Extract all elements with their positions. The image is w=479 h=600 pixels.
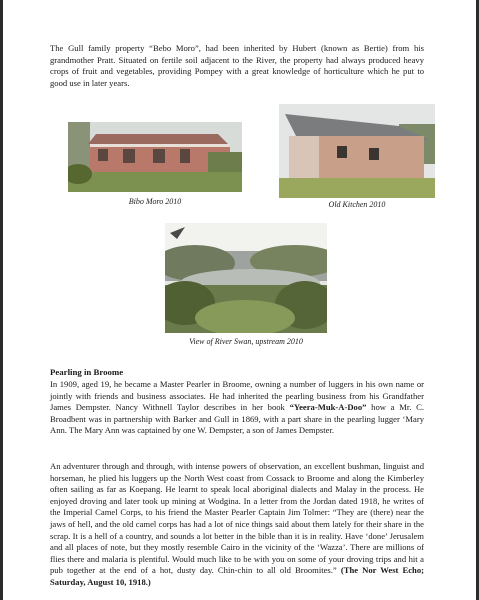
source-citation: (The Nor West Echo; Saturday, August 10, 1918.) <box>50 565 424 587</box>
adventurer-paragraph <box>50 461 424 589</box>
bibo-moro-photo <box>68 122 242 192</box>
river-swan-caption: View of River Swan, upstream 2010 <box>189 337 303 346</box>
pearling-text-part1: In 1909, aged 19, he became a Master Pearler in Broome, owning a number of luggers in his own name or jointly with friends and business associates. He had inherited the pearling business from his Grandfather James Dempster. Nancy Withnell Taylor describes in her book <box>50 379 424 413</box>
book-title: “Yeera-Muk-A-Doo” <box>289 402 367 413</box>
river-swan-photo <box>165 223 327 333</box>
adventurer-text: An adventurer through and through, with intense powers of observation, an excellent bushman, linguist and horseman, he plied his luggers up the North West coast from Cossack to Broome and along the Kimberley often sailing as far as Koepang. He learnt to speak local aboriginal dialects and Malay in the process. He enjoyed droving and later took up mining at Wodgina. In a letter from the Jordan dated 1918, he writes of the Imperial Camel Corps, to his friend the Master Pearler Captain Jim Tolmer: “They are (there) near the jaws of hell, and the old camel corps has had a lot of nice things said about them lately for their share in the scrap. It is a hell of a country, and sounds a lot better in the bible than it is in reality. Have ‘done’ Jerusalem and all places of note, but they mostly resemble Cairo in the vicinity of the ‘Wazza’. There are millions of flies there and malaria is plentiful. Would much like to be with you on some of your droving trips and hit a pub together at the end of a hot, dusty day. Chin-chin to all old Broomites.” <box>50 461 424 576</box>
old-kitchen-caption: Old Kitchen 2010 <box>328 200 386 209</box>
pearling-paragraph <box>50 379 424 437</box>
intro-paragraph: The Gull family property “Bebo Moro”, had been inherited by Hubert (known as Bertie) from his grandmother Pratt. Situated on fertile soil adjacent to the River, the property had always produced heavy crops of fruit and vegetables, providing Pompey with a great knowledge of horticulture which he put to good use in later years. <box>50 43 424 88</box>
page-edge-left <box>0 0 3 600</box>
old-kitchen-photo <box>279 104 435 198</box>
bibo-moro-caption: Bibo Moro 2010 <box>128 197 182 206</box>
pearling-text-part2: how a Mr. C. Broadbent was in partnership with Barker and Gull in 1869, with a part share in the pearling lugger ‘Mary Ann. The Mary Ann was captained by one W. Dempster, a son of James Dempster. <box>50 402 424 436</box>
section-heading: Pearling in Broome <box>50 367 124 377</box>
